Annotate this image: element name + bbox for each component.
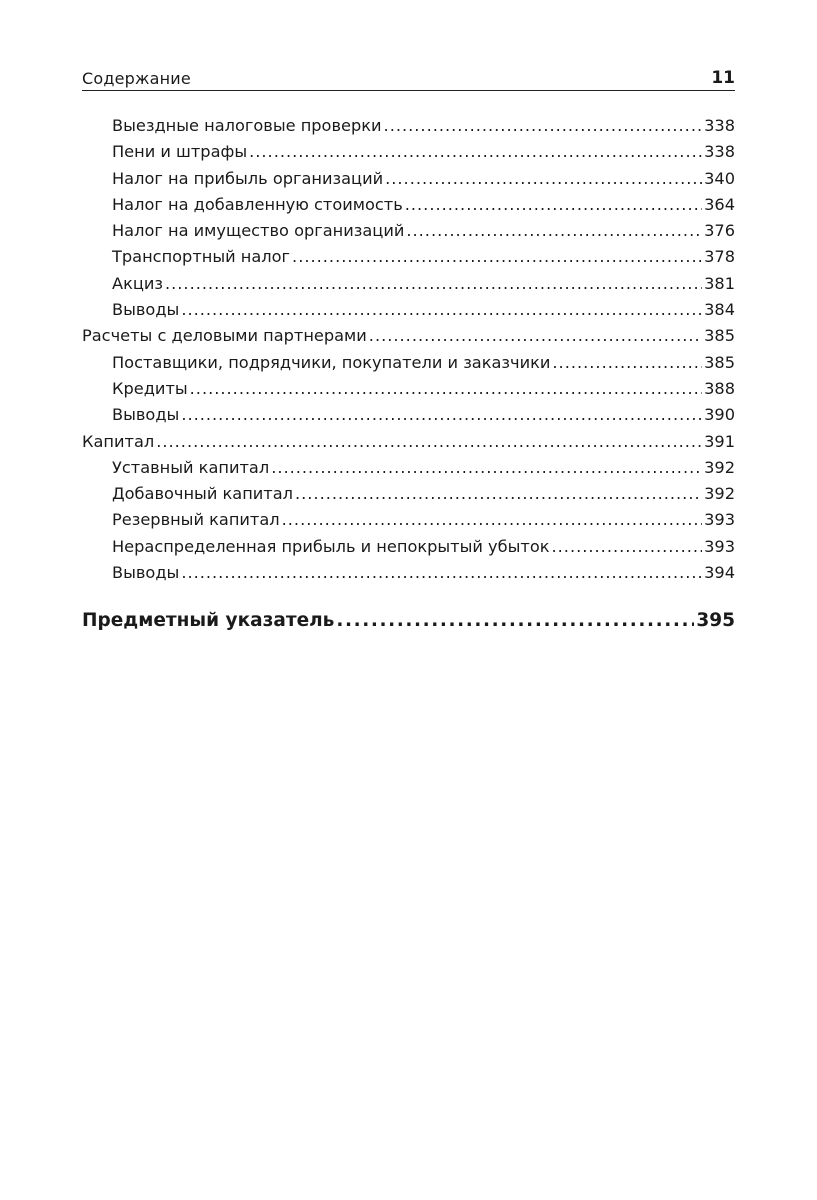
toc-section-label: Капитал	[82, 431, 155, 451]
toc-entry-label: Выездные налоговые проверки	[112, 116, 382, 135]
toc-entry-page: 393	[704, 536, 735, 556]
dot-leader	[165, 271, 702, 297]
dot-leader	[385, 166, 702, 192]
toc-entry-label: Резервный капитал	[112, 510, 280, 530]
toc-entry-label: Поставщики, подрядчики, покупатели и заказчики	[112, 352, 551, 372]
toc-entry-page: 390	[704, 405, 735, 425]
toc-entry[interactable]	[82, 560, 735, 586]
dot-leader	[271, 455, 702, 481]
toc-entry[interactable]	[82, 402, 735, 428]
toc-entry-page: 376	[704, 221, 735, 241]
dot-leader	[181, 560, 702, 586]
dot-leader	[552, 534, 703, 560]
toc-entry[interactable]	[82, 192, 735, 218]
toc-entry[interactable]	[82, 376, 735, 402]
toc-entry-label: Налог на имущество организаций	[112, 221, 405, 241]
toc-entry-label: Нераспределенная прибыль и непокрытый убыток	[112, 536, 550, 556]
toc-entry-page: 338	[704, 116, 735, 135]
dot-leader	[336, 606, 694, 636]
toc-entry-page: 381	[704, 273, 735, 293]
toc-entry-label: Акциз	[112, 273, 163, 293]
toc-entry[interactable]	[82, 350, 735, 376]
toc-entry-page: 394	[704, 563, 735, 583]
dot-leader	[282, 507, 702, 533]
toc-entry[interactable]	[82, 218, 735, 244]
dot-leader	[156, 429, 702, 455]
toc-section[interactable]	[82, 323, 735, 349]
toc-section-label: Расчеты с деловыми партнерами	[82, 326, 367, 346]
toc-entry-label: Налог на добавленную стоимость	[112, 194, 403, 214]
toc-entry[interactable]	[82, 244, 735, 270]
dot-leader	[249, 139, 702, 165]
toc-entry-label: Кредиты	[112, 378, 188, 398]
toc-entry-label: Выводы	[112, 300, 180, 320]
toc-entry-label: Выводы	[112, 405, 180, 425]
toc-entry-label: Выводы	[112, 563, 180, 583]
toc-entry-page: 388	[704, 378, 735, 398]
toc-section[interactable]	[82, 429, 735, 455]
toc-entry-label: Добавочный капитал	[112, 484, 293, 504]
table-of-contents	[82, 113, 735, 636]
toc-entry[interactable]	[82, 507, 735, 533]
dot-leader	[405, 192, 702, 218]
dot-leader	[181, 402, 702, 428]
toc-entry-page: 378	[704, 247, 735, 267]
toc-entry[interactable]	[82, 271, 735, 297]
toc-section-page: 391	[704, 431, 735, 451]
toc-entry[interactable]	[82, 481, 735, 507]
toc-entry-page: 364	[704, 194, 735, 214]
dot-leader	[552, 350, 702, 376]
dot-leader	[181, 297, 702, 323]
running-title: Содержание	[82, 69, 191, 88]
toc-entry-label: Уставный капитал	[112, 457, 270, 477]
toc-entry-label: Транспортный налог	[112, 247, 291, 267]
dot-leader	[369, 323, 702, 349]
toc-entry-label: Пени и штрафы	[112, 142, 248, 162]
dot-leader	[292, 244, 702, 270]
toc-entry[interactable]	[82, 297, 735, 323]
toc-entry-page: 340	[704, 168, 735, 188]
toc-entry-page: 393	[704, 510, 735, 530]
running-header	[82, 64, 735, 91]
toc-entry-label: Налог на прибыль организаций	[112, 168, 384, 188]
dot-leader	[406, 218, 702, 244]
dot-leader	[295, 481, 702, 507]
dot-leader	[384, 113, 703, 139]
toc-entry[interactable]	[82, 139, 735, 165]
toc-index-page: 395	[696, 610, 735, 632]
toc-entry[interactable]	[82, 166, 735, 192]
page-number: 11	[711, 68, 735, 88]
toc-section-page: 385	[704, 326, 735, 346]
dot-leader	[190, 376, 702, 402]
toc-index-label: Предметный указатель	[82, 610, 335, 632]
toc-entry-page: 338	[704, 142, 735, 162]
toc-entry[interactable]	[82, 455, 735, 481]
toc-index-entry[interactable]	[82, 606, 735, 636]
toc-entry-page: 392	[704, 484, 735, 504]
page	[82, 64, 735, 636]
toc-entry-page: 385	[704, 352, 735, 372]
toc-entry[interactable]	[82, 534, 735, 560]
toc-entry-page: 384	[704, 300, 735, 320]
toc-entry[interactable]	[82, 113, 735, 139]
toc-entry-page: 392	[704, 457, 735, 477]
